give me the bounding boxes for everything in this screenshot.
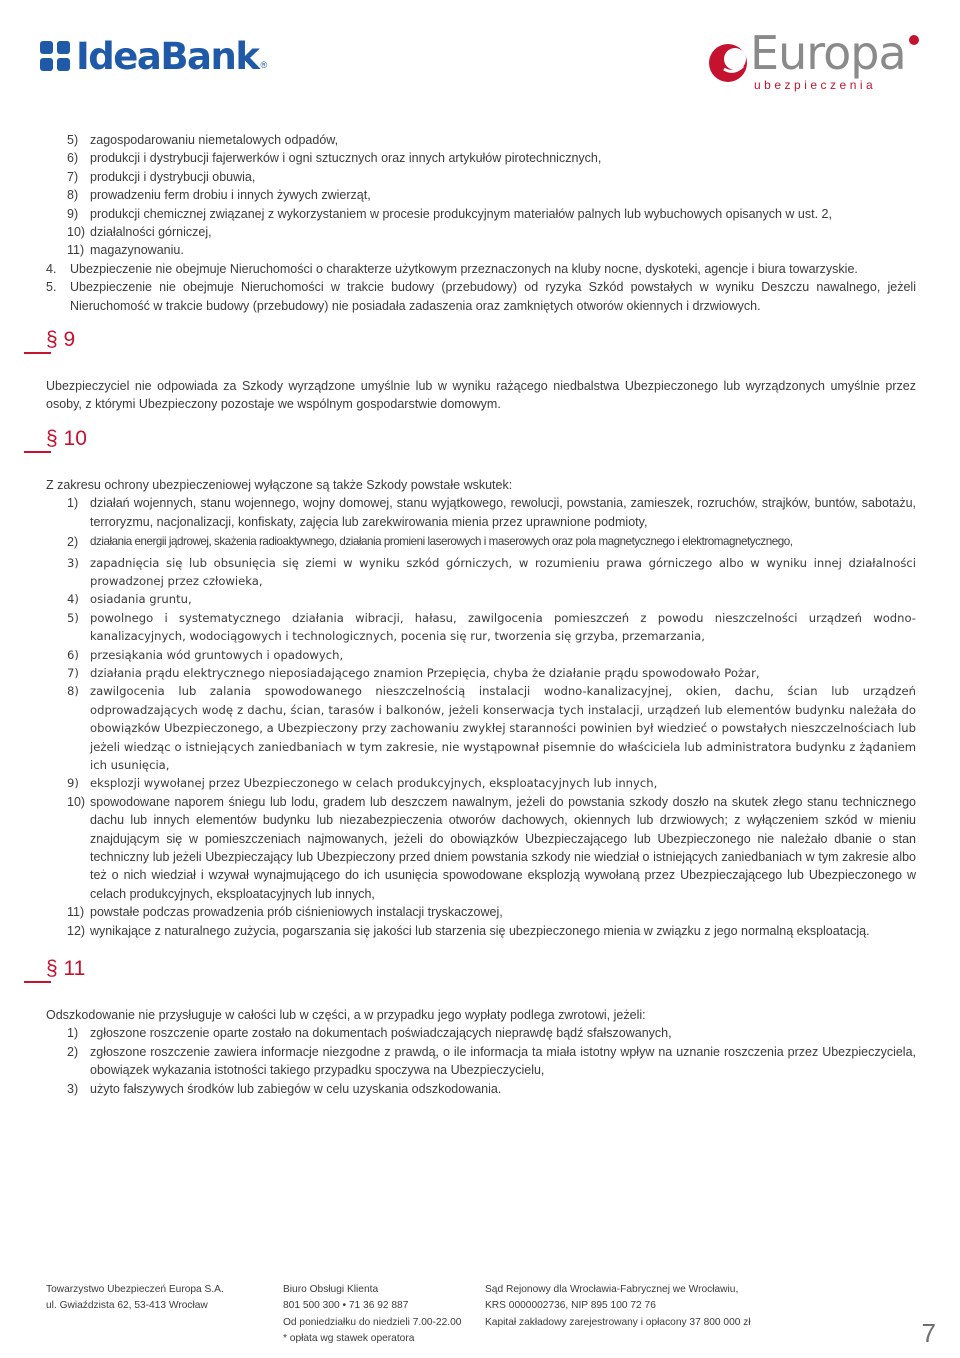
list-text: prowadzeniu ferm drobiu i innych żywych zwierząt, — [90, 188, 371, 203]
list-item — [46, 664, 916, 682]
section-title: § 11 — [46, 957, 86, 981]
list-text: osiadania gruntu, — [90, 592, 192, 607]
idea-bank-logo — [40, 34, 267, 78]
list-item — [46, 646, 916, 664]
list-item — [46, 494, 916, 531]
list-number: 8) — [67, 684, 79, 699]
registered-mark: ® — [260, 60, 268, 70]
list-number: 11) — [67, 243, 85, 258]
list-text: przesiąkania wód gruntowych i opadowych, — [90, 647, 344, 662]
list-number: 5) — [67, 133, 79, 147]
list-item — [46, 241, 916, 259]
list-item — [46, 168, 916, 186]
point-number: 4. — [46, 261, 57, 276]
list-number: 9) — [67, 776, 79, 791]
list-text: działalności górniczej, — [90, 225, 212, 240]
footer-line: Biuro Obsługi Klienta — [283, 1284, 379, 1295]
list-text: działania prądu elektrycznego nieposiadającego znamion Przepięcia, chyba że działanie prądu spowodowało Pożar, — [90, 665, 760, 680]
list-item — [46, 922, 916, 940]
intro-list — [46, 131, 916, 260]
list-number: 1) — [67, 1026, 79, 1041]
points-list — [46, 260, 916, 315]
list-number: 11) — [67, 905, 85, 920]
section-11-intro: Odszkodowanie nie przysługuje w całości lub w części, a w przypadku jego wypłaty podlega zwrotowi, jeżeli: — [46, 1008, 646, 1023]
footer-line: KRS 0000002736, NIP 895 100 72 76 — [485, 1300, 656, 1312]
section-9-text: Ubezpieczyciel nie odpowiada za Szkody wyrządzone umyślnie lub w wyniku rażącego niedbalstwa Ubezpieczonego lub wyrządzonych umyślnie przez osoby, z którymi Ubezpieczony pozostaje we wspólnym gospodarstwie domowym. — [46, 379, 916, 412]
point-text: Ubezpieczenie nie obejmuje Nieruchomości w trakcie budowy (przebudowy) od ryzyka Szkód powstałych w wyniku Deszczu nawalnego, jeżeli Nieruchomość w trakcie budowy (przebudowy) nie posiadała zadaszenia oraz zamkniętych otworów okiennych i drzwiowych. — [70, 280, 916, 313]
page-number: 7 — [921, 1318, 936, 1348]
list-text: powolnego i systematycznego działania wibracji, hałasu, zawilgocenia pomieszczeń z powodu nieszczelności urządzeń wodno-kanalizacyjnych, wodociągowych i technologicznych, pocenia się rur, tworzenia się grzyba, przemarzania, — [90, 610, 916, 644]
list-number: 12) — [67, 923, 86, 938]
list-number: 5) — [67, 610, 79, 625]
point-item — [46, 260, 916, 278]
footer-registry-info — [485, 1282, 751, 1331]
footer-line: Od poniedziałku do niedzieli 7.00-22.00 — [283, 1316, 462, 1328]
list-item — [46, 149, 916, 167]
list-item — [46, 793, 916, 903]
list-item — [46, 186, 916, 204]
list-text: magazynowaniu. — [90, 243, 184, 258]
list-text: spowodowane naporem śniegu lub lodu, gradem lub deszczem nawalnym, jeżeli do powstania szkody doszło na skutek złego stanu technicznego dachu lub innych elementów budynku lub niezabezpieczenia otworów dachowych, okiennych lub drzwiowych; z wyłączeniem szkód w mieniu znajdującym się w pomieszczeniach najmowanych, jeżeli do obowiązków Ubezpieczającego lub Ubezpieczonego nie należało dbanie o stan techniczny lub jeżeli Ubezpieczający lub Ubezpieczony przed dniem powstania szkody nie wiedział o istniejących zaniedbaniach w tym zakresie albo też o nich wiedział i wzywał wynajmującego do ich usunięcia spowodowane eksplozją wywołaną przez Ubezpieczającego lub Ubezpieczonego w celach produkcyjnych, eksploatacyjnych lub innych, — [90, 794, 916, 901]
list-text: eksplozji wywołanej przez Ubezpieczonego w celach produkcyjnych, eksploatacyjnych lub innych, — [90, 776, 658, 791]
europa-logo — [708, 26, 920, 96]
list-text: działania energii jądrowej, skażenia radioaktywnego, działania promieni laserowych i maserowych oraz pola magnetycznego i elektromagnetycznego, — [90, 535, 793, 549]
list-text: działań wojennych, stanu wojennego, wojny domowej, stanu wyjątkowego, rewolucji, powstania, zamieszek, rozruchów, strajków, buntów, sabotażu, terroryzmu, nacjonalizacji, konfiskaty, zajęcia lub zarekwirowania mienia przez uprawnione podmioty, — [90, 496, 916, 529]
footer-customer-service — [283, 1282, 461, 1348]
list-number: 7) — [67, 665, 79, 680]
list-number: 10) — [67, 794, 86, 809]
list-number: 4) — [67, 592, 79, 607]
section-10-intro: Z zakresu ochrony ubezpieczeniowej wyłączone są także Szkody powstałe wskutek: — [46, 477, 513, 492]
europa-logo-mark — [708, 40, 752, 86]
list-item — [46, 533, 916, 551]
list-number: 10) — [67, 225, 86, 240]
list-text: zawilgocenia lub zalania spowodowanego nieszczelnością instalacji wodno-kanalizacyjnej, okien, dachu, ścian lub urządzeń odprowadzających wodę z dachu, ścian, tarasów i balkonów, jeżeli konserwacja tych instalacji, urządzeń lub elementów budynku należała do obowiązków Ubezpieczonego, a Ubezpieczony przy zachowaniu zwykłej staranności powinien był wiedzieć o powstałych nieszczelnościach lub jeżeli wiedząc o istniejących zaniedbaniach w tym zakresie, nie wystąpownał pisemnie do właściciela lub administratora budynku z żądaniem ich usunięcia, — [90, 684, 916, 772]
list-item — [46, 1080, 916, 1098]
main-content — [46, 131, 916, 1098]
list-text: użyto fałszywych środków lub zabiegów w celu uzyskania odszkodowania. — [90, 1081, 502, 1096]
list-number: 2) — [67, 1044, 79, 1059]
section-title: § 10 — [46, 426, 87, 450]
list-text: wynikające z naturalnego zużycia, pogarszania się jakości lub starzenia się ubezpieczonego mienia w związku z jego normalną eksploatacją. — [90, 923, 870, 938]
section-heading-11 — [46, 954, 916, 992]
list-text: powstałe podczas prowadzenia prób ciśnieniowych instalacji tryskaczowej, — [90, 905, 503, 920]
section-heading-9 — [46, 325, 916, 363]
europa-logo-subtitle: ubezpieczenia — [754, 78, 877, 92]
idea-bank-logo-text: IdeaBank — [76, 34, 259, 78]
list-number: 2) — [67, 535, 79, 550]
list-item — [46, 1043, 916, 1080]
list-number: 3) — [67, 1081, 79, 1096]
point-text: Ubezpieczenie nie obejmuje Nieruchomości o charakterze użytkowym przeznaczonych na kluby nocne, dyskoteki, agencje i biura towarzyskie. — [70, 261, 858, 276]
list-item — [46, 903, 916, 921]
list-item — [46, 682, 916, 774]
list-number: 9) — [67, 206, 79, 221]
list-number: 3) — [67, 555, 79, 570]
list-item — [46, 554, 916, 591]
list-number: 7) — [67, 169, 79, 184]
list-number: 1) — [67, 496, 79, 511]
section-10-list — [46, 494, 916, 940]
footer-company-info — [46, 1282, 224, 1315]
list-item — [46, 131, 916, 149]
list-text: zagospodarowaniu niemetalowych odpadów, — [90, 133, 339, 147]
europa-dot-icon — [908, 34, 920, 46]
list-item — [46, 223, 916, 241]
list-item — [46, 205, 916, 223]
footer-line: Towarzystwo Ubezpieczeń Europa S.A. — [46, 1284, 224, 1295]
footer-line: Kapitał zakładowy zarejestrowany i opłacony 37 800 000 zł — [485, 1316, 751, 1328]
list-text: zgłoszone roszczenie oparte zostało na dokumentach poświadczających nieprawdę bądź sfałszowanych, — [90, 1026, 672, 1041]
list-number: 8) — [67, 188, 79, 203]
idea-bank-logo-mark — [40, 41, 70, 71]
europa-logo-text: Europa — [750, 26, 906, 80]
section-title: § 9 — [46, 328, 76, 352]
list-number: 6) — [67, 647, 79, 662]
section-11-list — [46, 1024, 916, 1098]
list-item — [46, 590, 916, 608]
section-heading-10 — [46, 424, 916, 462]
footer-line: * opłata wg stawek operatora — [283, 1333, 415, 1345]
list-item — [46, 1024, 916, 1042]
point-number: 5. — [46, 280, 57, 295]
list-text: zgłoszone roszczenie zawiera informacje niezgodne z prawdą, o ile informacja ta miała istotny wpływ na uznanie roszczenia przez Ubezpieczyciela, obowiązek wykazania istotności takiego przypadku spoczywa na Ubezpieczycielu, — [90, 1044, 916, 1078]
list-text: produkcji chemicznej związanej z wykorzystaniem w procesie produkcyjnym materiałów palnych lub wybuchowych opisanych w ust. 2, — [90, 206, 832, 221]
list-number: 6) — [67, 151, 79, 166]
list-item — [46, 609, 916, 646]
point-item — [46, 278, 916, 315]
list-text: produkcji i dystrybucji fajerwerków i ogni sztucznych oraz innych artykułów pirotechnicznych, — [90, 151, 602, 166]
footer-line: 801 500 300 • 71 36 92 887 — [283, 1300, 409, 1312]
footer-line: Sąd Rejonowy dla Wrocławia-Fabrycznej we Wrocławiu, — [485, 1284, 739, 1295]
list-item — [46, 774, 916, 792]
list-text: zapadnięcia się lub obsunięcia się ziemi w wyniku szkód górniczych, w rozumieniu prawa górniczego albo w wyniku innej działalności prowadzonej przez człowieka, — [90, 555, 916, 588]
list-text: produkcji i dystrybucji obuwia, — [90, 169, 256, 184]
footer-line: ul. Gwiaździsta 62, 53-413 Wrocław — [46, 1300, 208, 1312]
